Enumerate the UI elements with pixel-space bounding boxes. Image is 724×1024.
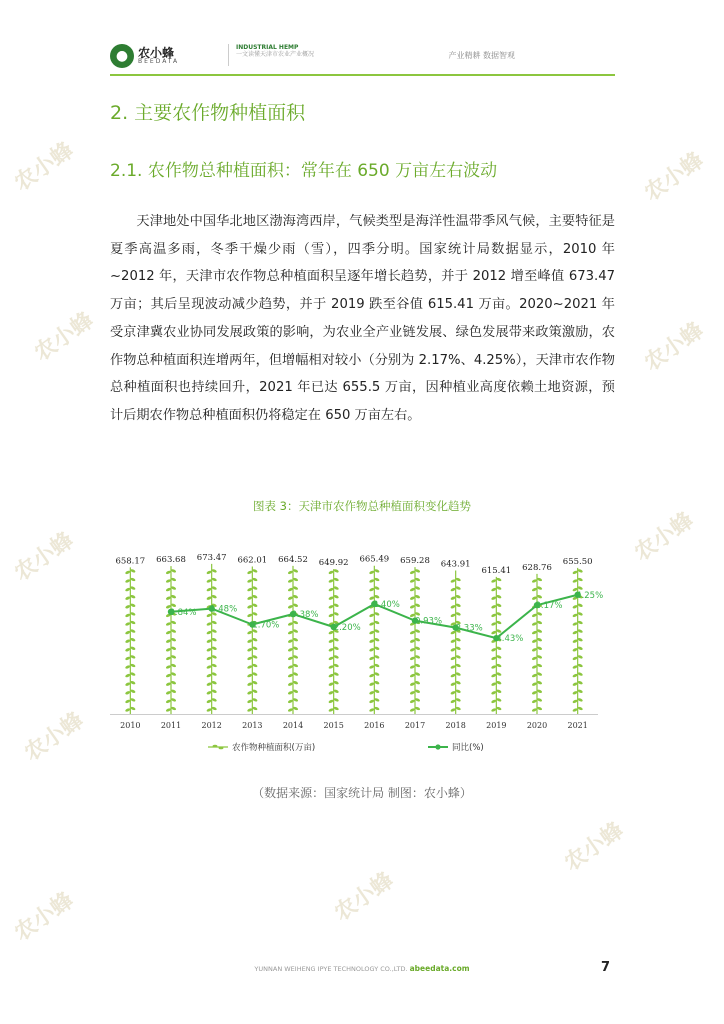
watermark: 农小蜂 — [9, 887, 79, 947]
bar-data-label: 659.28 — [400, 556, 430, 567]
chart-title: 图表 3：天津市农作物总种植面积变化趋势 — [253, 499, 471, 513]
watermark: 农小蜂 — [29, 307, 99, 367]
body-paragraph: 天津地处中国华北地区渤海湾西岸，气候类型是海洋性温带季风气候，主要特征是夏季高温多雨，冬季干燥少雨（雪），四季分明。国家统计局数据显示，2010 年~2012 年，天津市农作物总种植面积呈逐年增长趋势，并于 2012 增至峰值 673.47 万亩；其后呈现波动减少趋势，并于 2019 跌至谷值 615.41 万亩。2020~2021 年受京津冀农业协同发展政策的影响，为农业全产业链发展、绿色发展带来政策激励，农作物总种植面积连增两年，但增幅相对较小（分别为 2.17%、4.25%），天津市农作物总种植面积也持续回升，2021 年已达 655.5 万亩，因种植业高度依赖土地资源，预计后期农作物总种植面积仍将稳定在 650 万亩左右。 — [110, 214, 615, 423]
page-number: 7 — [601, 960, 611, 975]
bar-data-label: 663.68 — [156, 555, 186, 566]
bar-data-label: 615.41 — [481, 565, 512, 576]
bar — [531, 574, 542, 714]
bar — [450, 571, 461, 714]
legend-bar-swatch-leaf — [219, 747, 224, 750]
bar — [287, 566, 298, 714]
footer-site-link[interactable]: abeedata.com — [409, 964, 470, 973]
footer-company: YUNNAN WEIHENG IPYE TECHNOLOGY CO.,LTD. — [254, 965, 408, 973]
x-tick-label: 2010 — [120, 721, 141, 730]
page-header — [110, 40, 615, 76]
x-tick-label: 2013 — [242, 721, 263, 730]
report-cn-title: 一文读懂天津市农业产业概况 — [236, 51, 315, 59]
bar-data-label: 628.76 — [522, 562, 552, 573]
x-tick-label: 2012 — [201, 721, 222, 730]
bar-data-label: 662.01 — [237, 555, 268, 566]
x-tick-label: 2018 — [445, 721, 466, 730]
bar — [369, 566, 380, 714]
bar — [409, 567, 420, 714]
bar — [491, 577, 502, 714]
watermark: 农小蜂 — [9, 137, 79, 197]
watermark: 农小蜂 — [9, 527, 79, 587]
yoy-data-label: -4.43% — [493, 634, 524, 645]
bar — [165, 566, 176, 714]
yoy-data-label: 2.17% — [535, 601, 563, 612]
bar — [206, 564, 217, 714]
bar-data-label: 664.52 — [278, 554, 308, 565]
bar-data-label: 673.47 — [196, 552, 227, 563]
section-title: 2. 主要农作物种植面积 — [110, 102, 306, 124]
legend-line-label: 同比(%) — [452, 743, 484, 753]
bar-data-label: 658.17 — [115, 556, 146, 567]
chart — [108, 536, 608, 776]
bar-data-label: 665.49 — [359, 554, 390, 565]
logo-name: 农小蜂 — [138, 46, 175, 60]
header-divider — [228, 44, 229, 66]
yoy-data-label: 0.84% — [169, 607, 197, 618]
x-tick-label: 2020 — [526, 721, 548, 730]
yoy-data-label: -0.93% — [411, 616, 443, 627]
yoy-data-label: 0.38% — [291, 610, 319, 621]
watermark: 农小蜂 — [19, 707, 89, 767]
yoy-data-label: -2.20% — [330, 623, 361, 633]
bar — [247, 566, 258, 714]
x-tick-label: 2021 — [567, 721, 588, 730]
watermark: 农小蜂 — [639, 147, 709, 207]
bar-data-label: 655.50 — [562, 556, 593, 567]
x-tick-label: 2019 — [486, 721, 507, 730]
legend-bar-swatch-leaf — [213, 745, 218, 748]
x-tick-label: 2016 — [364, 721, 385, 730]
logo — [110, 44, 179, 68]
logo-en: BEEDATA — [138, 58, 180, 65]
x-tick-label: 2017 — [404, 721, 426, 730]
yoy-data-label: 2.40% — [372, 600, 400, 610]
bar-data-label: 649.92 — [318, 558, 349, 569]
header-tagline: 产业精耕 数据智观 — [448, 51, 515, 60]
footer — [0, 964, 724, 973]
legend-bar-label: 农作物种植面积(万亩) — [232, 743, 316, 753]
x-tick-label: 2011 — [160, 721, 182, 730]
bar-data-label: 643.91 — [440, 559, 471, 570]
x-tick-label: 2014 — [282, 721, 304, 730]
bee-icon: ● — [110, 44, 134, 68]
yoy-data-label: 1.48% — [210, 604, 238, 615]
yoy-data-label: -2.33% — [452, 623, 483, 634]
yoy-data-label: 4.25% — [576, 590, 604, 601]
watermark: 农小蜂 — [329, 867, 399, 927]
watermark: 农小蜂 — [639, 317, 709, 377]
x-tick-label: 2015 — [323, 721, 344, 730]
legend-line-swatch-dot — [435, 744, 440, 749]
watermark: 农小蜂 — [629, 507, 699, 567]
bar — [328, 569, 339, 714]
bar — [125, 567, 136, 714]
source-note: （数据来源：国家统计局 制图：农小蜂） — [252, 786, 472, 800]
watermark: 农小蜂 — [559, 817, 629, 877]
yoy-data-label: -1.70% — [249, 620, 280, 631]
subsection-title: 2.1. 农作物总种植面积：常年在 650 万亩左右波动 — [110, 161, 498, 181]
report-en-title: INDUSTRIAL HEMP — [236, 44, 299, 51]
